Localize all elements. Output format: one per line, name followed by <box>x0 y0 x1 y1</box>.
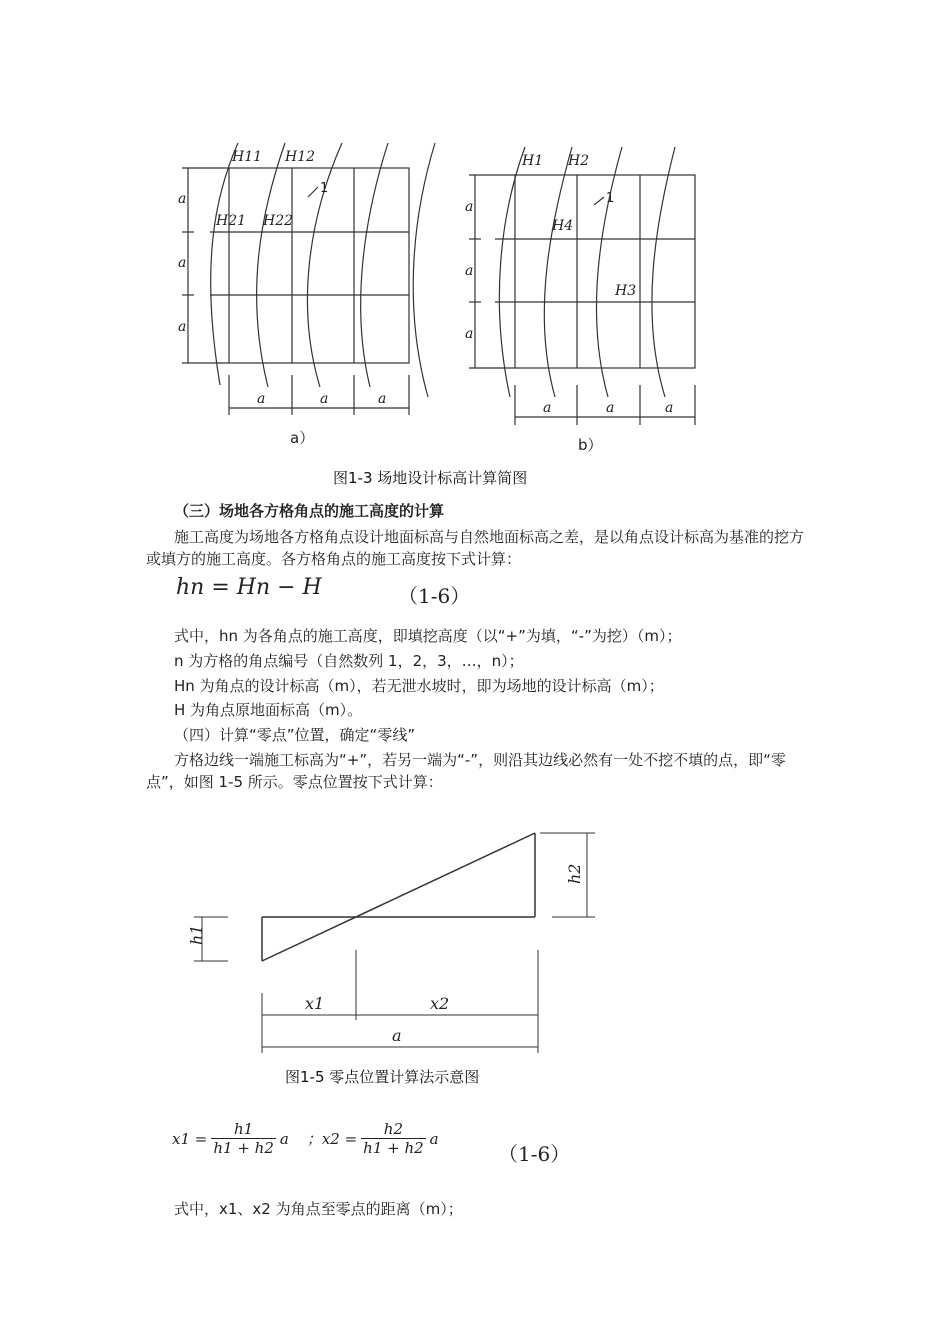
label-H11: H11 <box>232 149 263 165</box>
label-contour-1: 1 <box>320 181 329 196</box>
dim-b-2: a <box>465 263 474 279</box>
section-4-intro: 方格边线一端施工标高为“+”，若另一端为“-”，则沿其边线必然有一处不挖不填的点，即“零点”，如图 1-5 所示。零点位置按下式计算： <box>146 751 786 791</box>
def-line-3: Hn 为角点的设计标高（m），若无泄水坡时，即为场地的设计标高（m）； <box>174 677 664 695</box>
label-H3: H3 <box>615 283 637 299</box>
section-3-intro: 施工高度为场地各方格角点设计地面标高与自然地面标高之差，是以角点设计标高为基准的挖方或填方的施工高度。各方格角点的施工高度按下式计算： <box>146 528 805 568</box>
label-H1: H1 <box>522 153 544 169</box>
dim-b-3: a <box>465 326 474 342</box>
formula-x1-num: h1 <box>211 1120 276 1139</box>
def-line-1: 式中，hn 为各角点的施工高度，即填挖高度（以“+”为填，“-”为挖）（m）； <box>174 627 682 645</box>
formula-x1-lhs: x1 = <box>172 1129 208 1148</box>
dim-a-5: a <box>320 391 329 407</box>
label-a: a <box>392 1026 402 1045</box>
formula-sep: ；x2 = <box>306 1130 358 1148</box>
label-h2: h2 <box>565 863 584 884</box>
dim-b-1: a <box>465 199 474 215</box>
def-line-4: H 为角点原地面标高（m）。 <box>174 701 363 719</box>
label-x2: x2 <box>430 994 450 1013</box>
zero-point-diagram <box>194 833 595 1053</box>
panel-b-label: b） <box>578 436 603 454</box>
def-line-2: n 为方格的角点编号（自然数列 1，2，3，…，n）； <box>174 652 524 670</box>
footer-definition: 式中，x1、x2 为角点至零点的距离（m）； <box>174 1200 463 1218</box>
label-x1: x1 <box>305 994 325 1013</box>
label-H2: H2 <box>568 153 590 169</box>
formula-x2-a: a <box>429 1129 439 1148</box>
dim-a-4: a <box>257 391 266 407</box>
dim-a-3: a <box>178 319 187 335</box>
figure-1-3-panel-b <box>469 147 695 425</box>
label-H12: H12 <box>285 149 316 165</box>
figure-1-5 <box>180 825 610 1065</box>
figure-1-3-caption: 图1-3 场地设计标高计算简图 <box>333 469 528 487</box>
label-h1: h1 <box>187 924 206 945</box>
section-4-heading: （四）计算“零点”位置，确定“零线” <box>174 726 416 744</box>
formula-x1-x2 <box>172 1120 439 1157</box>
formula-x2-den: h1 + h2 <box>363 1139 424 1157</box>
formula-x1-den: h1 + h2 <box>213 1139 274 1157</box>
figure-1-5-caption: 图1-5 零点位置计算法示意图 <box>285 1068 480 1086</box>
formula-hn-number: （1-6） <box>398 584 471 608</box>
formula-x-number: （1-6） <box>498 1142 571 1166</box>
label-H21: H21 <box>216 213 247 229</box>
label-H22: H22 <box>263 213 294 229</box>
dim-b-6: a <box>665 400 674 416</box>
label-contour-1b: 1 <box>606 191 615 206</box>
dim-a-1: a <box>178 191 187 207</box>
formula-x2-num: h2 <box>361 1120 426 1139</box>
dim-b-5: a <box>606 400 615 416</box>
section-3-heading: （三）场地各方格角点的施工高度的计算 <box>174 502 445 520</box>
dim-a-6: a <box>378 391 387 407</box>
formula-hn: hn = Hn − H <box>176 575 322 600</box>
formula-x1-a: a <box>279 1129 289 1148</box>
panel-a-label: a） <box>290 429 315 447</box>
label-H4: H4 <box>552 218 574 234</box>
figure-1-3 <box>160 135 720 465</box>
figure-1-3-panel-a <box>182 143 435 415</box>
dim-a-2: a <box>178 255 187 271</box>
dim-b-4: a <box>543 400 552 416</box>
